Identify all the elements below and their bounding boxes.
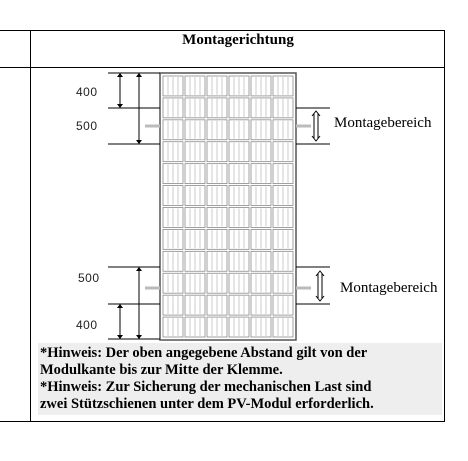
note-line: *Hinweis: Zur Sicherung der mechanischen Last sind <box>40 379 372 395</box>
bottom-dimension-500: 500 <box>78 271 100 285</box>
pv-module-grid <box>160 73 296 340</box>
bottom-dimension-400: 400 <box>76 318 98 332</box>
dimension-arrows <box>117 73 142 339</box>
note-line: zwei Stützschienen unter dem PV-Modul erforderlich. <box>40 396 374 412</box>
mounting-range-brackets <box>312 111 324 301</box>
bottom-mounting-area-label: Montagebereich <box>340 280 438 296</box>
column-header: Montagerichtung <box>182 32 294 48</box>
notes-box <box>38 343 442 415</box>
top-dimension-400: 400 <box>76 85 98 99</box>
note-line: *Hinweis: Der oben angegebene Abstand gilt von der <box>40 345 368 361</box>
top-dimension-500: 500 <box>76 119 98 133</box>
top-mounting-area-label: Montagebereich <box>334 115 432 131</box>
note-line: Modulkante bis zur Mitte der Klemme. <box>40 362 283 378</box>
